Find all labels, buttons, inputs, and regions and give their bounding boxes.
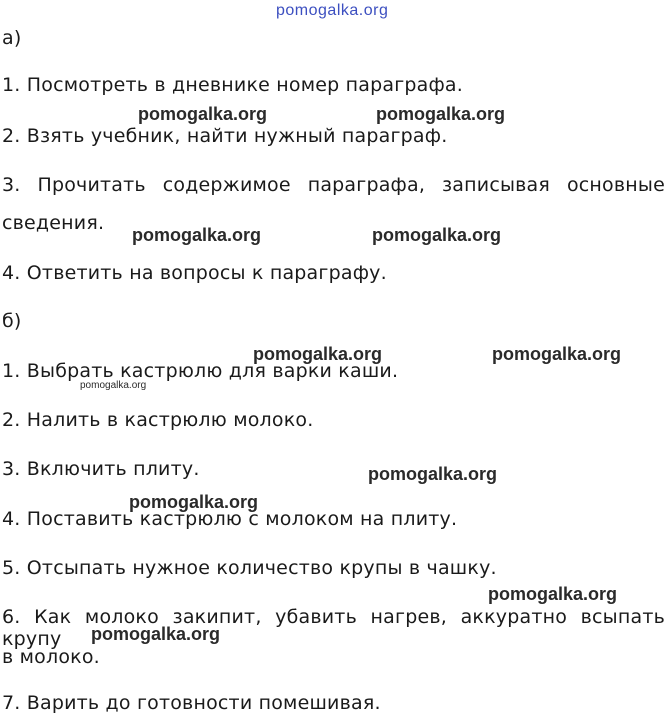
watermark: pomogalka.org xyxy=(132,225,262,245)
section-b-item-6-cont: в молоко. xyxy=(2,646,100,668)
watermark: pomogalka.org xyxy=(253,344,383,364)
watermark: pomogalka.org xyxy=(91,624,221,644)
section-a-item-1: 1. Посмотреть в дневнике номер параграфа. xyxy=(2,74,464,96)
watermark: pomogalka.org xyxy=(368,464,498,484)
watermark: pomogalka.org xyxy=(138,104,268,124)
section-b-label: б) xyxy=(2,310,22,332)
section-a-item-3-cont: сведения. xyxy=(2,212,105,234)
section-a-item-2: 2. Взять учебник, найти нужный параграф. xyxy=(2,125,448,147)
section-b-item-1: 1. Выбрать кастрюлю для варки каши. xyxy=(2,360,399,382)
section-b-item-2: 2. Налить в кастрюлю молоко. xyxy=(2,409,314,431)
watermark: pomogalka.org xyxy=(372,225,502,245)
section-b-item-6: 6. Как молоко закипит, убавить нагрев, аккуратно всыпать крупу xyxy=(2,606,665,650)
watermark: pomogalka.org xyxy=(129,492,259,512)
section-b-item-7: 7. Варить до готовности помешивая. xyxy=(2,692,381,714)
watermark: pomogalka.org xyxy=(376,104,506,124)
section-a-label: а) xyxy=(2,27,22,49)
section-a-item-3: 3. Прочитать содержимое параграфа, записывая основные xyxy=(2,174,665,196)
header-watermark: pomogalka.org xyxy=(276,2,389,19)
section-a-item-4: 4. Ответить на вопросы к параграфу. xyxy=(2,262,387,284)
watermark: pomogalka.org xyxy=(488,584,618,604)
watermark: pomogalka.org xyxy=(80,380,147,391)
section-b-item-5: 5. Отсыпать нужное количество крупы в чашку. xyxy=(2,557,497,579)
section-b-item-3: 3. Включить плиту. xyxy=(2,458,200,480)
section-b-item-4: 4. Поставить кастрюлю с молоком на плиту. xyxy=(2,508,458,530)
watermark: pomogalka.org xyxy=(492,344,622,364)
